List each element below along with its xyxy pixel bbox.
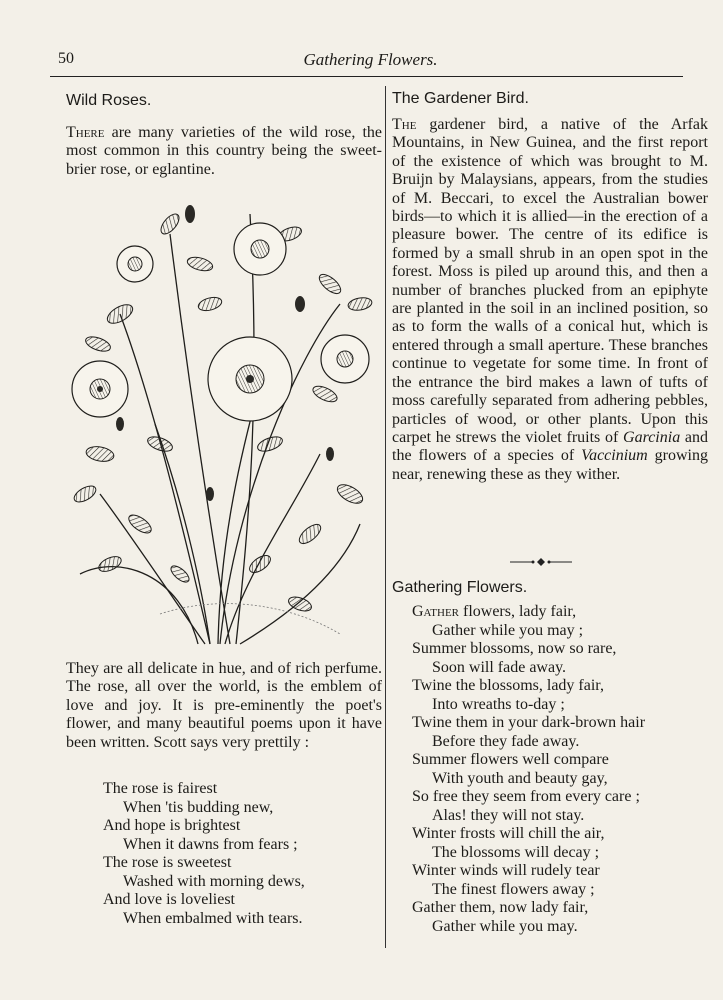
poem-line: Washed with morning dews, <box>123 872 305 890</box>
poem-line: Winter winds will rudely tear <box>412 862 600 879</box>
poem-line: Summer flowers well compare <box>412 751 609 768</box>
poem-line: When it dawns from fears ; <box>123 835 298 853</box>
genus-vaccinium: Vaccinium <box>581 447 648 465</box>
poem-line: When embalmed with tears. <box>123 909 303 927</box>
poem-line: So free they seem from every care ; <box>412 788 640 805</box>
poem-line: Summer blossoms, now so rare, <box>412 640 617 657</box>
poem-line: The rose is sweetest <box>103 854 232 871</box>
column-divider <box>385 86 386 948</box>
genus-garcinia: Garcinia <box>623 428 681 446</box>
wild-roses-illustration <box>60 194 378 646</box>
wild-roses-intro-text: are many varieties of the wild rose, the most common in this country being the sweet-brier rose, or eglantine. <box>66 124 382 178</box>
poem-line: And love is loveliest <box>103 891 235 908</box>
gardener-bird-text-1: gardener bird, a native of the Arfak Mountains, in New Guinea, and the first report of the existence of which was brought to M. Bruijn by Malaysians, appears, from the studies of M. Beccari, to excel the Australian bower birds—to which it is allied—in the erection of a pleasure bower. The centre of its edifice is formed by a small shrub in an open spot in the forest. Moss is piled up around this, and then a number of branches plucked from an epiphyte are planted in the soil in an inclined position, so as to form the walls of a conical hut, which is entered through a small aperture. These branches continue to vegetate for some time. In front of the entrance the bird makes a lawn of tufts of moss carefully separated from adhering pebbles, particles of wood, or other plants. Upon this carpet he strews the violet fruits of <box>392 116 708 446</box>
section-ornament <box>508 557 574 567</box>
poem-line: The finest flowers away ; <box>432 880 595 898</box>
poem-line <box>412 603 645 622</box>
running-head <box>58 50 683 76</box>
poem-line: Gather while you may. <box>432 917 578 935</box>
poem-line: The blossoms will decay ; <box>432 843 600 861</box>
poem-line: The rose is fairest <box>103 780 218 797</box>
poem-line: And hope is brightest <box>103 817 241 834</box>
poem-line: Alas! they will not stay. <box>432 806 585 824</box>
poem-line: Gather while you may ; <box>432 621 584 639</box>
poem-line: Soon will fade away. <box>432 658 567 676</box>
gardener-bird-text-2: and the flowers of a species of <box>392 428 708 465</box>
gathering-flowers-title: Gathering Flowers. <box>392 579 528 596</box>
gardener-bird-lead: The <box>392 116 417 133</box>
poem-line: With youth and beauty gay, <box>432 769 608 787</box>
poem-first-line-rest: flowers, lady fair, <box>459 603 577 620</box>
poem-line: Twine them in your dark-brown hair <box>412 714 646 731</box>
page-number: 50 <box>58 50 74 67</box>
scott-poem <box>103 780 305 928</box>
gardener-bird-title: The Gardener Bird. <box>392 90 529 107</box>
poem-line: When 'tis budding new, <box>123 798 274 816</box>
poem-line: Twine the blossoms, lady fair, <box>412 677 604 694</box>
gardener-bird-text-3: growing near, renewing these as they wither. <box>392 447 708 483</box>
poem-line: Gather them, now lady fair, <box>412 899 589 916</box>
poem-line: Winter frosts will chill the air, <box>412 825 605 842</box>
poem-line: Before they fade away. <box>432 732 580 750</box>
wild-roses-body: They are all delicate in hue, and of rich perfume. The rose, all over the world, is the emblem of love and joy. It is pre-eminently the poet's flower, and many beautiful poems upon it have been written. Scott says very prettily : <box>66 660 382 751</box>
wild-roses-intro <box>66 124 382 179</box>
poem-line: Into wreaths to-day ; <box>432 695 565 713</box>
wild-roses-intro-lead: There <box>66 124 105 141</box>
poem-first-word: Gather <box>412 603 459 620</box>
gardener-bird-body <box>392 116 708 484</box>
gathering-flowers-poem <box>412 603 645 936</box>
wild-roses-title: Wild Roses. <box>66 92 152 109</box>
header-rule <box>50 76 683 77</box>
running-title: Gathering Flowers. <box>303 50 438 69</box>
